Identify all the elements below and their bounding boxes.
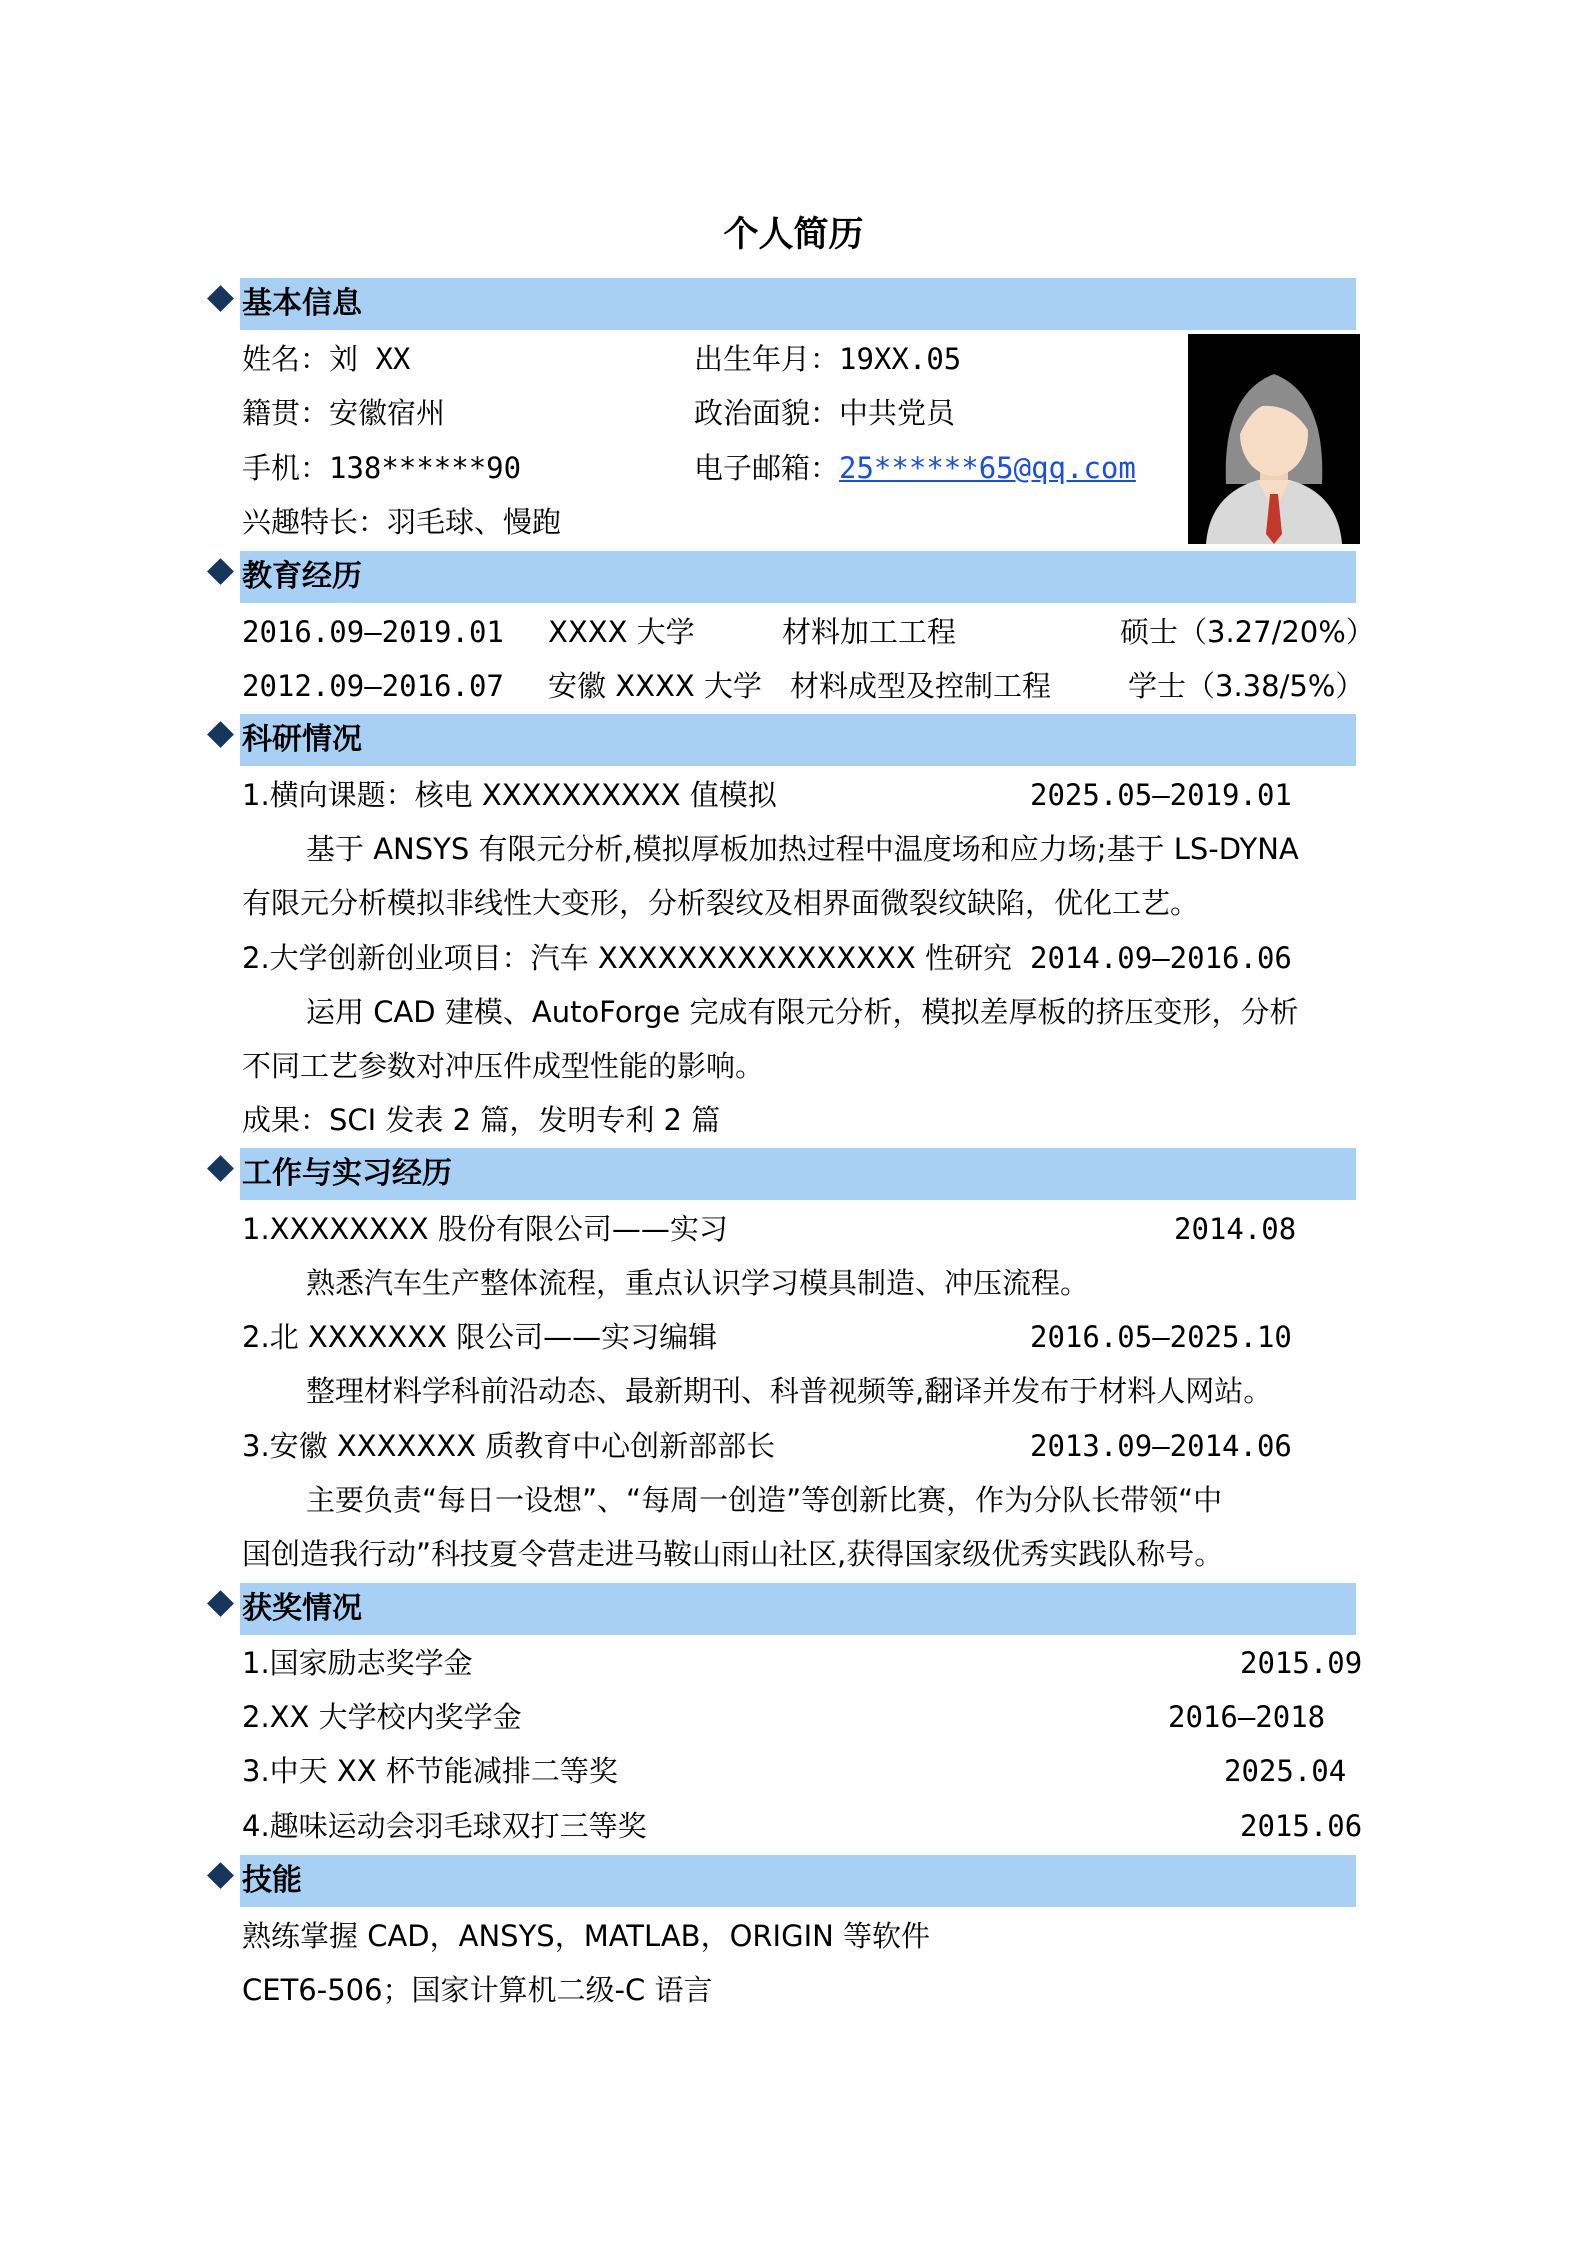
section-title: 基本信息 <box>242 286 362 321</box>
section-title: 教育经历 <box>242 559 362 594</box>
section-header-skills <box>240 1855 1356 1907</box>
research-project-title: 2.大学创新创业项目：汽车 XXXXXXXXXXXXXXXX 性研究 <box>242 941 1012 975</box>
research-result: 成果：SCI 发表 2 篇，发明专利 2 篇 <box>242 1103 721 1137</box>
research-project-period: 2025.05—2019.01 <box>1030 778 1292 812</box>
work-item-desc: 熟悉汽车生产整体流程，重点认识学习模具制造、冲压流程。 <box>306 1266 1090 1300</box>
education-row-major: 材料成型及控制工程 <box>790 669 1052 703</box>
section-title: 技能 <box>242 1863 302 1898</box>
section-title: 工作与实习经历 <box>242 1156 452 1191</box>
research-project-desc: 基于 ANSYS 有限元分析,模拟厚板加热过程中温度场和应力场;基于 LS-DYNA <box>306 832 1299 866</box>
work-item-desc: 整理材料学科前沿动态、最新期刊、科普视频等,翻译并发布于材料人网站。 <box>306 1374 1273 1408</box>
political-line: 政治面貌：中共党员 <box>694 396 956 430</box>
section-diamond-icon <box>207 285 234 312</box>
education-row-period: 2012.09—2016.07 <box>242 669 504 703</box>
section-header-awards <box>240 1583 1356 1635</box>
skills-line: CET6-506；国家计算机二级-C 语言 <box>242 1973 713 2007</box>
work-item-title: 3.安徽 XXXXXXX 质教育中心创新部部长 <box>242 1429 776 1463</box>
work-item-period: 2014.08 <box>1174 1212 1297 1246</box>
award-date: 2025.04 <box>1224 1754 1347 1788</box>
work-item-desc: 主要负责“每日一设想”、“每周一创造”等创新比赛，作为分队长带领“中 <box>306 1483 1223 1517</box>
avatar-photo <box>1188 334 1360 544</box>
section-title: 科研情况 <box>242 722 362 757</box>
work-item-title: 1.XXXXXXXX 股份有限公司——实习 <box>242 1212 728 1246</box>
section-header-work <box>240 1148 1356 1200</box>
work-item-title: 2.北 XXXXXXX 限公司——实习编辑 <box>242 1320 718 1354</box>
section-header-basic <box>240 278 1356 330</box>
section-diamond-icon <box>207 1155 234 1182</box>
page-title: 个人简历 <box>723 215 864 255</box>
research-project-desc: 不同工艺参数对冲压件成型性能的影响。 <box>242 1049 765 1083</box>
education-row-degree: 硕士（3.27/20%） <box>1120 615 1375 649</box>
award-name: 4.趣味运动会羽毛球双打三等奖 <box>242 1809 647 1843</box>
section-diamond-icon <box>207 558 234 585</box>
education-row-school: XXXX 大学 <box>548 615 695 649</box>
education-row-school: 安徽 XXXX 大学 <box>548 669 762 703</box>
section-header-research <box>240 714 1356 766</box>
work-item-period: 2013.09—2014.06 <box>1030 1429 1292 1463</box>
section-diamond-icon <box>207 1862 234 1889</box>
award-name: 1.国家励志奖学金 <box>242 1646 473 1680</box>
skills-line: 熟练掌握 CAD，ANSYS，MATLAB，ORIGIN 等软件 <box>242 1919 931 1953</box>
award-date: 2015.09 <box>1240 1646 1363 1680</box>
email-line: 电子邮箱：25******65@qq.com <box>694 451 1136 485</box>
section-header-education <box>240 551 1356 603</box>
education-row-degree: 学士（3.38/5%） <box>1128 669 1365 703</box>
research-project-period: 2014.09—2016.06 <box>1030 941 1292 975</box>
research-project-desc: 运用 CAD 建模、AutoForge 完成有限元分析，模拟差厚板的挤压变形，分析 <box>306 995 1299 1029</box>
name-line: 姓名：刘 XX <box>242 342 411 376</box>
award-name: 3.中天 XX 杯节能减排二等奖 <box>242 1754 618 1788</box>
hobby-line: 兴趣特长：羽毛球、慢跑 <box>242 505 562 539</box>
section-diamond-icon <box>207 721 234 748</box>
education-row-period: 2016.09—2019.01 <box>242 615 504 649</box>
award-date: 2015.06 <box>1240 1809 1363 1843</box>
work-item-period: 2016.05—2025.10 <box>1030 1320 1292 1354</box>
hometown-line: 籍贯：安徽宿州 <box>242 396 446 430</box>
research-project-desc: 有限元分析模拟非线性大变形，分析裂纹及相界面微裂纹缺陷，优化工艺。 <box>242 886 1200 920</box>
work-item-desc: 国创造我行动”科技夏令营走进马鞍山雨山社区,获得国家级优秀实践队称号。 <box>242 1537 1224 1571</box>
section-diamond-icon <box>207 1590 234 1617</box>
research-project-title: 1.横向课题：核电 XXXXXXXXXX 值模拟 <box>242 778 777 812</box>
birth-line: 出生年月：19XX.05 <box>694 342 962 376</box>
award-date: 2016—2018 <box>1168 1700 1326 1734</box>
award-name: 2.XX 大学校内奖学金 <box>242 1700 522 1734</box>
avatar-icon <box>1188 334 1360 544</box>
phone-line: 手机：138******90 <box>242 451 522 485</box>
education-row-major: 材料加工工程 <box>782 615 957 649</box>
section-title: 获奖情况 <box>242 1591 362 1626</box>
email-link[interactable]: 25******65@qq.com <box>839 451 1136 485</box>
